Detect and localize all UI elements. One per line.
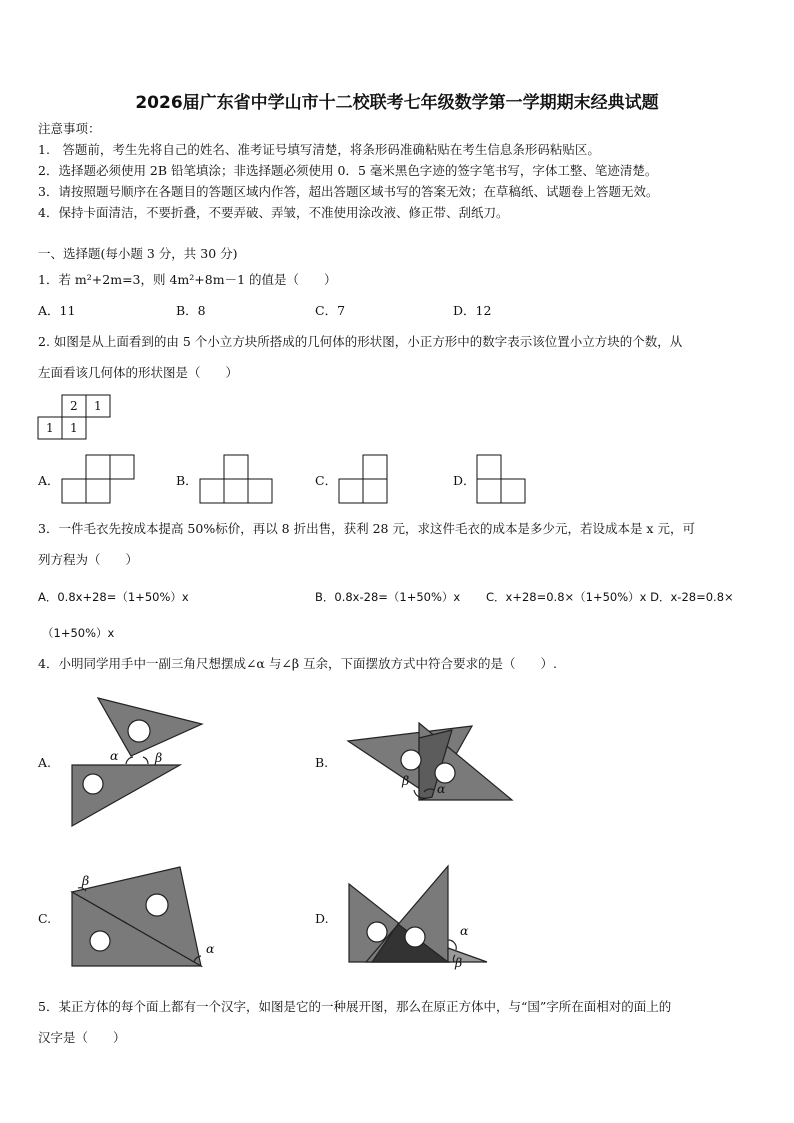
q1-option-b: B．8 [176,303,206,318]
page-title: 2026届广东省中学山市十二校联考七年级数学第一学期期末经典试题 [135,93,659,113]
angle-beta-label: β [82,873,90,888]
q2-option-d-label: D． [453,473,476,488]
q1-option-c: C．7 [315,303,346,318]
grid-number: 2 [70,399,78,413]
q3-stem-line1: 3．一件毛衣先按成本提高 50%标价，再以 8 折出售，获利 28 元，求这件毛衣的成本是多少元，若设成本是 x 元，可 [38,521,695,536]
notice-item-2: 2．选择题必须使用 2B 铅笔填涂；非选择题必须使用 0．5 毫米黑色字迹的签字笔书写，字体工整、笔迹清楚。 [38,163,658,178]
angle-alpha-label: α [110,748,119,763]
q4-option-d-label: D. [315,911,329,926]
q4-option-b-label: B. [315,755,329,770]
q2-option-b-label: B． [176,473,198,488]
notice-heading: 注意事项： [38,121,101,136]
section-heading: 一、选择题(每小题 3 分，共 30 分) [38,246,238,261]
angle-beta-label: β [455,955,463,970]
q3-option-b: B．0.8x-28=（1+50%）x [315,590,461,604]
q4-option-a-label: A. [38,755,52,770]
q4-option-c-label: C. [38,911,52,926]
angle-alpha-label: α [460,923,469,938]
angle-beta-label: β [402,773,410,788]
notice-item-3: 3．请按照题号顺序在各题目的答题区域内作答，超出答题区域书写的答案无效；在草稿纸、试题卷上答题无效。 [38,184,659,199]
q3-stem-line2: 列方程为（ ） [38,552,139,567]
grid-number: 1 [70,421,78,435]
q5-stem-line1: 5．某正方体的每个面上都有一个汉字，如图是它的一种展开图，那么在原正方体中，与“国”字所在面相对的面上的 [38,999,672,1014]
q4-stem: 4．小明同学用手中一副三角尺想摆成∠α 与∠β 互余，下面摆放方式中符合要求的是（ ）. [38,656,557,671]
angle-alpha-label: α [437,781,446,796]
q1-stem: 1．若 m²+2m=3，则 4m²+8m－1 的值是（ ） [38,272,337,287]
q3-option-a: A．0.8x+28=（1+50%）x [38,590,189,604]
q1-option-a: A．11 [38,303,76,318]
q2-option-a-label: A． [38,473,60,488]
notice-item-1: 1. 答题前，考生先将自己的姓名、准考证号填写清楚，将条形码准确粘贴在考生信息条形码粘贴区。 [38,142,600,157]
q3-option-cd: C．x+28=0.8×（1+50%）x D．x-28=0.8× [486,590,734,604]
notice-item-4: 4．保持卡面清洁，不要折叠，不要弄破、弄皱，不准使用涂改液、修正带、刮纸刀。 [38,205,509,220]
q3-option-d-continued: （1+50%）x [42,626,115,640]
q2-stem-line2: 左面看该几何体的形状图是（ ） [38,365,239,380]
angle-beta-label: β [155,750,163,765]
q2-option-c-label: C． [315,473,338,488]
q5-stem-line2: 汉字是（ ） [38,1030,126,1045]
q1-option-d: D．12 [453,303,492,318]
grid-number: 1 [46,421,54,435]
q2-stem-line1: 2. 如图是从上面看到的由 5 个小立方块所搭成的几何体的形状图，小正方形中的数字表示该位置小立方块的个数，从 [38,334,683,349]
grid-number: 1 [94,399,102,413]
angle-alpha-label: α [206,941,215,956]
